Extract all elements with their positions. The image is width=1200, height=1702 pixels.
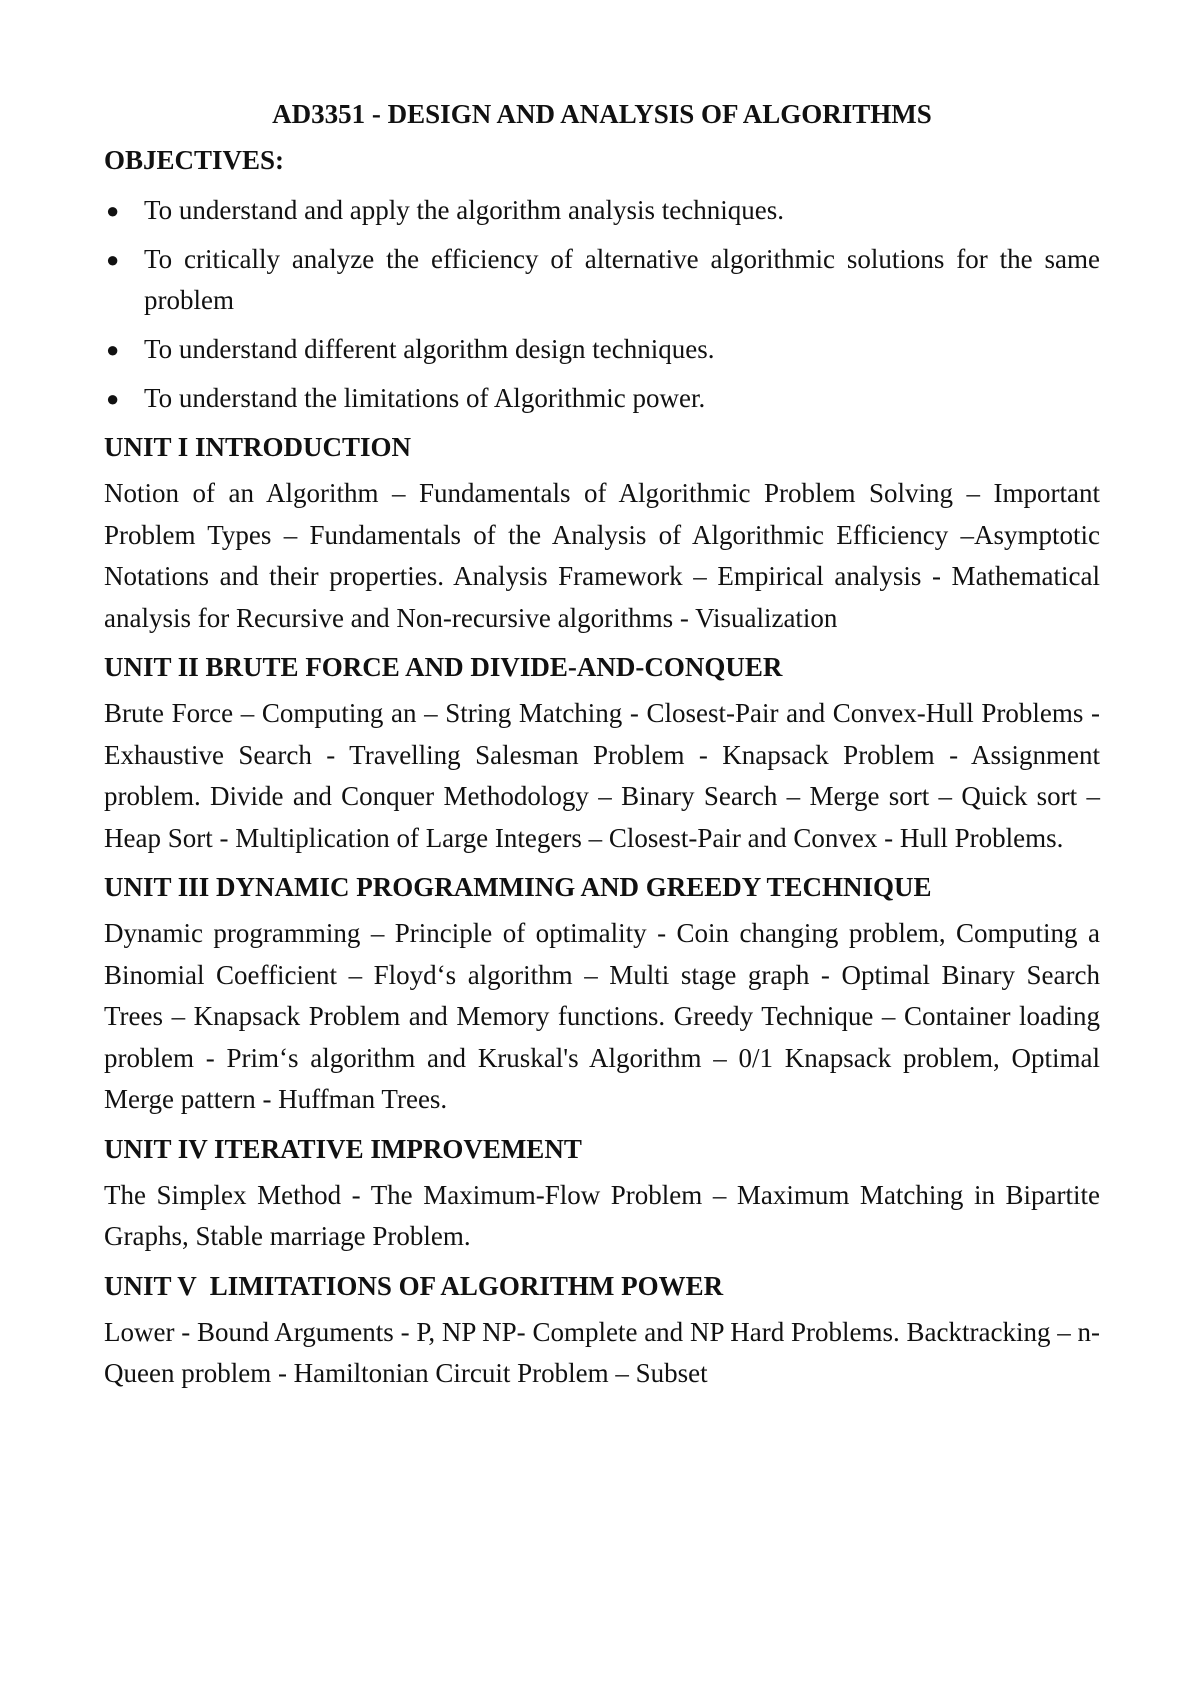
objectives-list xyxy=(104,190,1100,419)
objective-item xyxy=(104,329,1100,370)
objective-item xyxy=(104,190,1100,231)
unit-2-heading: UNIT II BRUTE FORCE AND DIVIDE-AND-CONQUER xyxy=(104,652,783,682)
bullet-icon: ● xyxy=(106,198,120,223)
document-title: AD3351 - DESIGN AND ANALYSIS OF ALGORITHMS xyxy=(272,99,932,129)
objective-item xyxy=(104,378,1100,419)
objective-text: To understand different algorithm design techniques. xyxy=(144,334,715,364)
unit-4-heading: UNIT IV ITERATIVE IMPROVEMENT xyxy=(104,1133,582,1164)
objective-text: To understand and apply the algorithm analysis techniques. xyxy=(144,195,784,225)
objective-text: To understand the limitations of Algorithmic power. xyxy=(144,383,706,413)
syllabus-page xyxy=(104,96,1100,1405)
bullet-icon: ● xyxy=(106,337,120,362)
unit-3-content: Dynamic programming – Principle of optimality - Coin changing problem, Computing a Binomial Coefficient – Floyd‘s algorithm – Multi stage graph - Optimal Binary Search Trees – Knapsack Problem and Memory functions. Greedy Technique – Container loading problem - Prim‘s algorithm and Kruskal's Algorithm – 0/1 Knapsack problem, Optimal Merge pattern - Huffman Trees. xyxy=(104,918,1100,1114)
unit-5-content: Lower - Bound Arguments - P, NP NP- Complete and NP Hard Problems. Backtracking – n-Queen problem - Hamiltonian Circuit Problem – Subset xyxy=(104,1316,1100,1388)
objective-item xyxy=(104,239,1100,321)
bullet-icon: ● xyxy=(106,247,120,272)
unit-1-content: Notion of an Algorithm – Fundamentals of Algorithmic Problem Solving – Important Problem Types – Fundamentals of the Analysis of Algorithmic Efficiency –Asymptotic Notations and their properties. Analysis Framework – Empirical analysis - Mathematical analysis for Recursive and Non-recursive algorithms - Visualization xyxy=(104,478,1100,633)
unit-4-content: The Simplex Method - The Maximum-Flow Problem – Maximum Matching in Bipartite Graphs, Stable marriage Problem. xyxy=(104,1179,1100,1251)
objectives-heading: OBJECTIVES: xyxy=(104,145,285,175)
unit-5-heading: UNIT V LIMITATIONS OF ALGORITHM POWER xyxy=(104,1270,724,1301)
unit-3-heading: UNIT III DYNAMIC PROGRAMMING AND GREEDY TECHNIQUE xyxy=(104,872,932,902)
objective-text: To critically analyze the efficiency of alternative algorithmic solutions for the same problem xyxy=(144,244,1100,315)
unit-1-heading: UNIT I INTRODUCTION xyxy=(104,432,412,462)
unit-2-content: Brute Force – Computing an – String Matching - Closest-Pair and Convex-Hull Problems - Exhaustive Search - Travelling Salesman Problem - Knapsack Problem - Assignment problem. Divide and Conquer Methodology – Binary Search – Merge sort – Quick sort – Heap Sort - Multiplication of Large Integers – Closest-Pair and Convex - Hull Problems. xyxy=(104,698,1100,853)
bullet-icon: ● xyxy=(106,386,120,411)
